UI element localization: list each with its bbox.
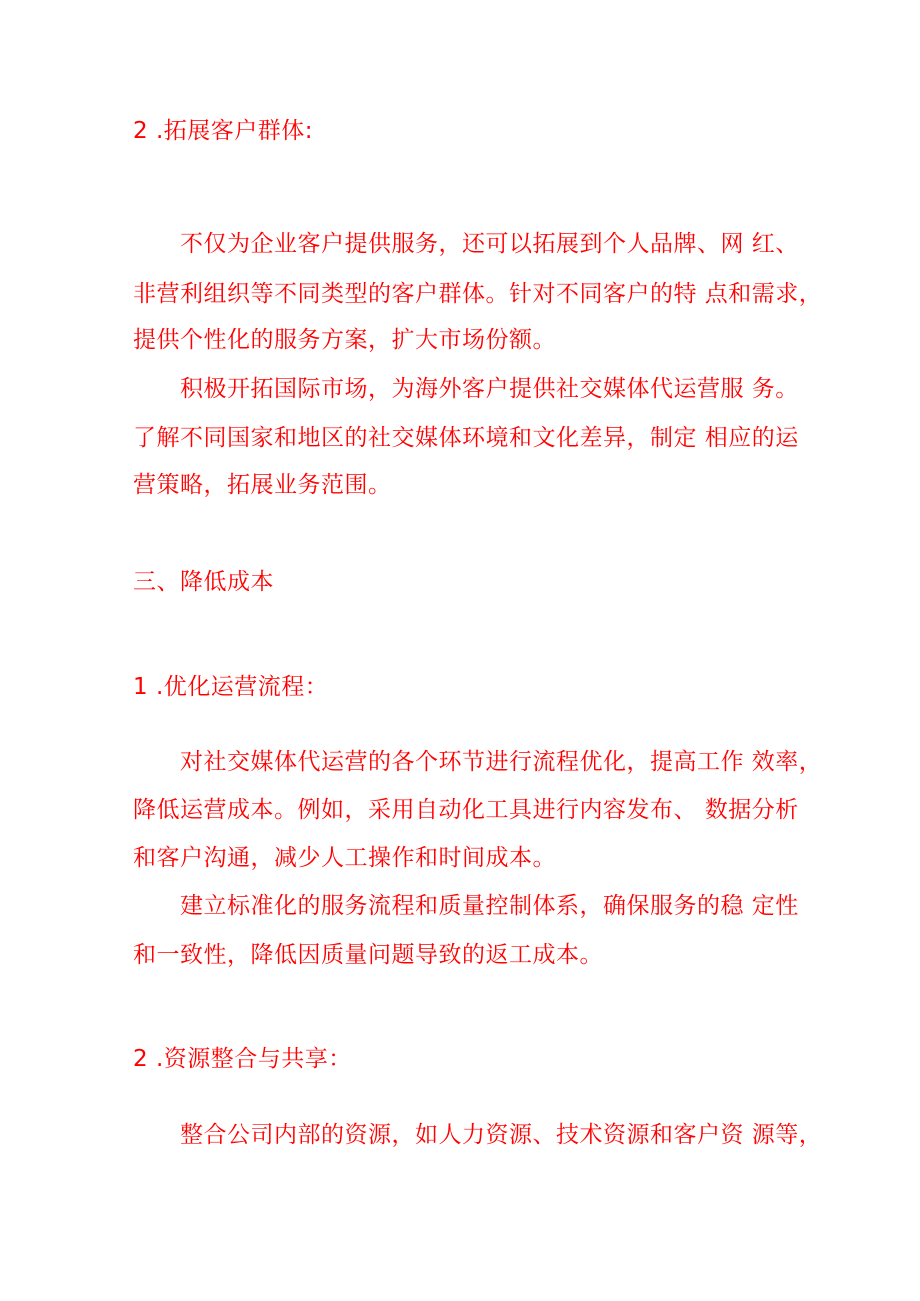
section-heading-reduce-costs: 三、降低成本: [133, 569, 274, 595]
subsection-heading-expand-customers: 2 .拓展客户群体:: [133, 118, 314, 144]
paragraph-line: 营策略，拓展业务范围。: [133, 472, 392, 498]
paragraph-line: 整合公司内部的资源，如人力资源、技术资源和客户资 源等，: [180, 1122, 823, 1148]
paragraph-line: 非营利组织等不同类型的客户群体。针对不同客户的特 点和需求，: [133, 281, 823, 307]
subsection-heading-resource-sharing: 2 .资源整合与共享：: [133, 1046, 352, 1072]
subsection-heading-optimize-operations: 1 .优化运营流程：: [133, 674, 329, 700]
paragraph-line: 提供个性化的服务方案，扩大市场份额。: [133, 327, 556, 353]
paragraph-line: 不仅为企业客户提供服务，还可以拓展到个人品牌、网 红、: [180, 231, 799, 257]
paragraph-line: 积极开拓国际市场，为海外客户提供社交媒体代运营服 务。: [180, 376, 799, 402]
paragraph-line: 对社交媒体代运营的各个环节进行流程优化，提高工作 效率，: [180, 749, 823, 775]
paragraph-line: 了解不同国家和地区的社交媒体环境和文化差异，制定 相应的运: [133, 425, 799, 451]
paragraph-line: 和客户沟通，减少人工操作和时间成本。: [133, 845, 556, 871]
paragraph-line: 降低运营成本。例如，采用自动化工具进行内容发布、 数据分析: [133, 797, 799, 823]
paragraph-line: 和一致性，降低因质量问题导致的返工成本。: [133, 942, 603, 968]
paragraph-line: 建立标准化的服务流程和质量控制体系，确保服务的稳 定性: [180, 893, 799, 919]
